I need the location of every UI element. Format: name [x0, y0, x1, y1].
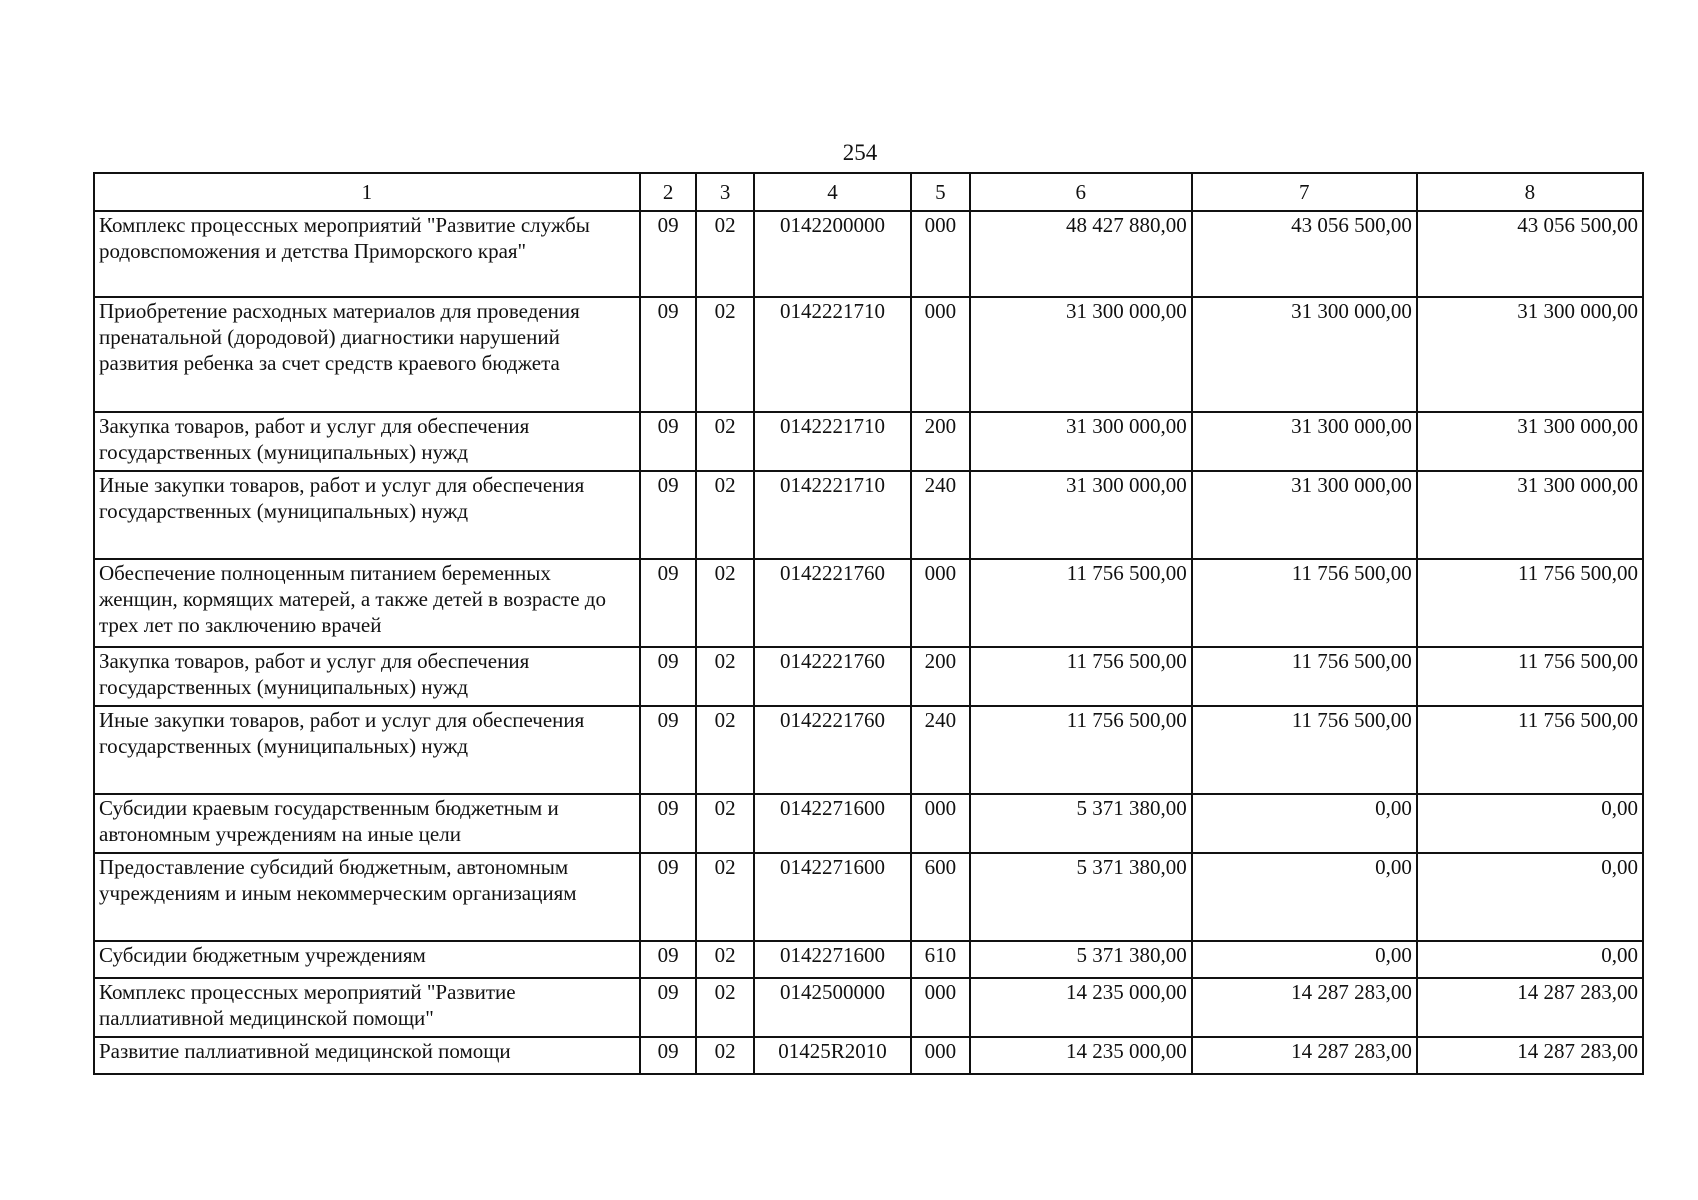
row-code-2: 09	[640, 559, 697, 647]
row-code-2: 09	[640, 647, 697, 706]
row-amount-7: 31 300 000,00	[1192, 412, 1417, 471]
row-code-2: 09	[640, 978, 697, 1037]
row-code-2: 09	[640, 941, 697, 978]
column-header-8: 8	[1417, 173, 1643, 211]
row-amount-6: 31 300 000,00	[970, 412, 1192, 471]
row-code-3: 02	[696, 978, 754, 1037]
row-code-4: 0142221710	[754, 471, 911, 559]
column-header-3: 3	[696, 173, 754, 211]
column-header-2: 2	[640, 173, 697, 211]
row-code-4: 0142221710	[754, 412, 911, 471]
row-name: Предоставление субсидий бюджетным, автономным учреждениям и иным некоммерческим организациям	[94, 853, 640, 941]
row-name: Обеспечение полноценным питанием беременных женщин, кормящих матерей, а также детей в возрасте до трех лет по заключению врачей	[94, 559, 640, 647]
budget-table	[93, 172, 1644, 1075]
row-amount-6: 11 756 500,00	[970, 706, 1192, 794]
row-code-5: 000	[911, 297, 970, 412]
row-code-5: 000	[911, 559, 970, 647]
row-code-5: 000	[911, 211, 970, 297]
row-code-3: 02	[696, 559, 754, 647]
row-code-5: 200	[911, 647, 970, 706]
table-row	[94, 978, 1643, 1037]
row-code-3: 02	[696, 471, 754, 559]
table-row	[94, 1037, 1643, 1074]
row-amount-6: 14 235 000,00	[970, 1037, 1192, 1074]
column-header-6: 6	[970, 173, 1192, 211]
row-code-3: 02	[696, 941, 754, 978]
row-amount-8: 31 300 000,00	[1417, 412, 1643, 471]
row-code-3: 02	[696, 297, 754, 412]
row-code-4: 0142221760	[754, 706, 911, 794]
row-code-4: 0142221760	[754, 559, 911, 647]
row-code-5: 240	[911, 471, 970, 559]
row-name: Приобретение расходных материалов для проведения пренатальной (дородовой) диагностики нарушений развития ребенка за счет средств краевого бюджета	[94, 297, 640, 412]
row-code-4: 0142500000	[754, 978, 911, 1037]
row-name: Иные закупки товаров, работ и услуг для обеспечения государственных (муниципальных) нужд	[94, 471, 640, 559]
column-header-5: 5	[911, 173, 970, 211]
row-code-5: 000	[911, 794, 970, 853]
row-amount-7: 0,00	[1192, 853, 1417, 941]
row-name: Иные закупки товаров, работ и услуг для обеспечения государственных (муниципальных) нужд	[94, 706, 640, 794]
row-amount-6: 31 300 000,00	[970, 297, 1192, 412]
table-row	[94, 412, 1643, 471]
row-amount-7: 14 287 283,00	[1192, 1037, 1417, 1074]
row-amount-6: 11 756 500,00	[970, 647, 1192, 706]
page-number: 254	[842, 140, 878, 165]
row-code-3: 02	[696, 647, 754, 706]
row-amount-8: 0,00	[1417, 794, 1643, 853]
row-name: Комплекс процессных мероприятий "Развитие паллиативной медицинской помощи"	[94, 978, 640, 1037]
row-amount-8: 11 756 500,00	[1417, 647, 1643, 706]
row-code-3: 02	[696, 211, 754, 297]
row-amount-7: 14 287 283,00	[1192, 978, 1417, 1037]
row-amount-6: 5 371 380,00	[970, 941, 1192, 978]
row-code-2: 09	[640, 853, 697, 941]
row-name: Закупка товаров, работ и услуг для обеспечения государственных (муниципальных) нужд	[94, 647, 640, 706]
row-name: Закупка товаров, работ и услуг для обеспечения государственных (муниципальных) нужд	[94, 412, 640, 471]
row-name: Развитие паллиативной медицинской помощи	[94, 1037, 640, 1074]
row-amount-7: 31 300 000,00	[1192, 297, 1417, 412]
row-code-5: 600	[911, 853, 970, 941]
row-amount-8: 31 300 000,00	[1417, 297, 1643, 412]
row-code-5: 000	[911, 1037, 970, 1074]
row-name: Субсидии краевым государственным бюджетным и автономным учреждениям на иные цели	[94, 794, 640, 853]
row-code-2: 09	[640, 471, 697, 559]
column-header-4: 4	[754, 173, 911, 211]
row-amount-6: 14 235 000,00	[970, 978, 1192, 1037]
row-code-5: 240	[911, 706, 970, 794]
header-row	[94, 173, 1643, 211]
row-amount-8: 0,00	[1417, 941, 1643, 978]
row-amount-7: 11 756 500,00	[1192, 559, 1417, 647]
row-code-4: 0142200000	[754, 211, 911, 297]
row-amount-6: 5 371 380,00	[970, 853, 1192, 941]
row-code-5: 000	[911, 978, 970, 1037]
row-amount-8: 14 287 283,00	[1417, 978, 1643, 1037]
table-row	[94, 794, 1643, 853]
table-row	[94, 647, 1643, 706]
row-code-3: 02	[696, 1037, 754, 1074]
row-amount-6: 31 300 000,00	[970, 471, 1192, 559]
row-amount-7: 11 756 500,00	[1192, 647, 1417, 706]
row-amount-7: 0,00	[1192, 794, 1417, 853]
row-amount-8: 31 300 000,00	[1417, 471, 1643, 559]
row-code-4: 0142271600	[754, 853, 911, 941]
row-code-4: 0142271600	[754, 794, 911, 853]
table-row	[94, 297, 1643, 412]
row-code-2: 09	[640, 297, 697, 412]
row-amount-7: 11 756 500,00	[1192, 706, 1417, 794]
column-header-1: 1	[94, 173, 640, 211]
column-header-7: 7	[1192, 173, 1417, 211]
row-name: Комплекс процессных мероприятий "Развитие службы родовспоможения и детства Приморского края"	[94, 211, 640, 297]
row-amount-7: 43 056 500,00	[1192, 211, 1417, 297]
row-amount-8: 0,00	[1417, 853, 1643, 941]
row-amount-6: 5 371 380,00	[970, 794, 1192, 853]
row-code-3: 02	[696, 412, 754, 471]
row-amount-8: 11 756 500,00	[1417, 559, 1643, 647]
row-code-3: 02	[696, 706, 754, 794]
row-name: Субсидии бюджетным учреждениям	[94, 941, 640, 978]
row-amount-7: 31 300 000,00	[1192, 471, 1417, 559]
row-amount-8: 11 756 500,00	[1417, 706, 1643, 794]
table-row	[94, 941, 1643, 978]
table-row	[94, 559, 1643, 647]
row-code-4: 0142221710	[754, 297, 911, 412]
table-row	[94, 471, 1643, 559]
row-amount-6: 48 427 880,00	[970, 211, 1192, 297]
table-row	[94, 853, 1643, 941]
row-code-5: 200	[911, 412, 970, 471]
row-code-2: 09	[640, 706, 697, 794]
row-code-3: 02	[696, 794, 754, 853]
table-row	[94, 706, 1643, 794]
table-row	[94, 211, 1643, 297]
row-code-4: 01425R2010	[754, 1037, 911, 1074]
row-code-4: 0142271600	[754, 941, 911, 978]
row-code-2: 09	[640, 1037, 697, 1074]
row-code-3: 02	[696, 853, 754, 941]
row-amount-6: 11 756 500,00	[970, 559, 1192, 647]
row-code-2: 09	[640, 794, 697, 853]
row-amount-8: 14 287 283,00	[1417, 1037, 1643, 1074]
row-amount-7: 0,00	[1192, 941, 1417, 978]
row-amount-8: 43 056 500,00	[1417, 211, 1643, 297]
row-code-2: 09	[640, 211, 697, 297]
row-code-5: 610	[911, 941, 970, 978]
row-code-2: 09	[640, 412, 697, 471]
row-code-4: 0142221760	[754, 647, 911, 706]
